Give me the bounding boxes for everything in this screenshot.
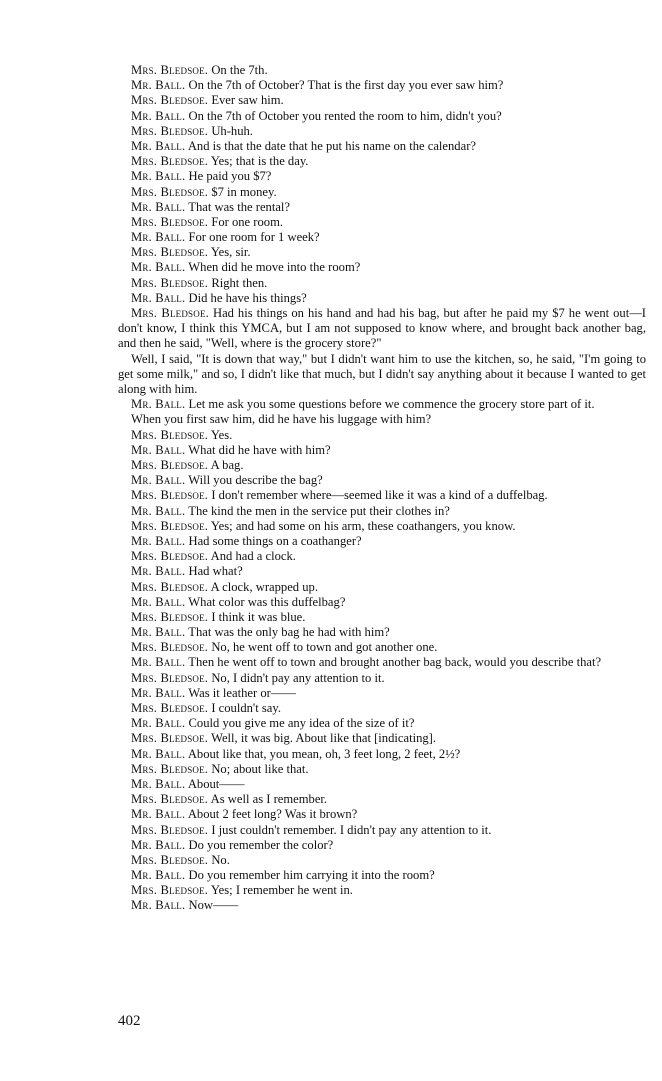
utterance: For one room for 1 week? <box>188 230 320 245</box>
utterance: Then he went off to town and brought another bag back, would you describe that? <box>188 655 602 670</box>
speaker: Mrs. Bledsoe. <box>131 731 209 746</box>
page-number: 402 <box>118 1013 141 1029</box>
testimony-line <box>118 109 646 124</box>
testimony-line <box>118 701 646 716</box>
speaker: Mrs. Bledsoe. <box>131 609 209 624</box>
testimony-line <box>118 78 646 93</box>
utterance: Well, it was big. About like that [indicating]. <box>211 731 437 746</box>
speaker: Mrs. Bledsoe. <box>131 549 209 564</box>
speaker: Mr. Ball. <box>131 442 186 457</box>
speaker: Mrs. Bledsoe. <box>131 63 209 77</box>
testimony-line <box>118 807 646 822</box>
utterance: When did he move into the room? <box>188 260 361 275</box>
speaker: Mr. Ball. <box>131 533 186 548</box>
utterance: Had some things on a coathanger? <box>188 533 362 548</box>
testimony-line <box>118 792 646 807</box>
testimony-line <box>118 610 646 625</box>
utterance: Well, I said, "It is down that way," but I didn't want him to use the kitchen, so, he said, "I'm going to get some milk," and so, I didn't like that much, but I didn't say anything about it because I wanted to get along with him. <box>118 351 646 397</box>
speaker: Mr. Ball. <box>131 837 186 852</box>
utterance: Will you describe the bag? <box>188 473 323 488</box>
testimony-line <box>118 291 646 306</box>
speaker: Mrs. Bledsoe. <box>131 123 209 138</box>
utterance: Yes; I remember he went in. <box>210 883 353 898</box>
speaker: Mr. Ball. <box>131 503 186 518</box>
utterance: What did he have with him? <box>188 442 331 457</box>
testimony-block-2 <box>118 428 646 489</box>
utterance: I couldn't say. <box>211 701 281 716</box>
speaker: Mr. Ball. <box>131 260 186 275</box>
testimony-line <box>118 595 646 610</box>
speaker: Mr. Ball. <box>131 898 186 913</box>
speaker: Mrs. Bledsoe. <box>131 852 209 867</box>
testimony-line <box>118 443 646 458</box>
utterance: Right then. <box>211 275 268 290</box>
testimony-line <box>118 428 646 443</box>
testimony-line <box>118 93 646 108</box>
testimony-line <box>118 731 646 746</box>
speaker: Mrs. Bledsoe. <box>131 579 209 594</box>
testimony-line <box>118 716 646 731</box>
testimony-line <box>118 245 646 260</box>
speaker: Mr. Ball. <box>131 397 186 412</box>
speaker: Mr. Ball. <box>131 230 186 245</box>
speaker: Mr. Ball. <box>131 716 186 731</box>
utterance: I just couldn't remember. I didn't pay any attention to it. <box>211 822 492 837</box>
utterance: Yes; and had some on his arm, these coathangers, you know. <box>210 518 516 533</box>
utterance: When you first saw him, did he have his luggage with him? <box>131 412 432 427</box>
speaker: Mrs. Bledsoe. <box>131 701 209 716</box>
testimony-line <box>118 549 646 564</box>
speaker: Mr. Ball. <box>131 746 186 761</box>
utterance: I think it was blue. <box>211 609 306 624</box>
utterance: That was the only bag he had with him? <box>188 625 390 640</box>
speaker: Mr. Ball. <box>131 290 186 305</box>
speaker: Mrs. Bledsoe. <box>131 488 209 503</box>
speaker: Mrs. Bledsoe. <box>131 245 209 260</box>
speaker: Mr. Ball. <box>131 473 186 488</box>
testimony-line <box>118 504 646 519</box>
utterance: Uh-huh. <box>211 123 253 138</box>
testimony-line <box>118 473 646 488</box>
speaker: Mrs. Bledsoe. <box>131 275 209 290</box>
utterance: What color was this duffelbag? <box>188 594 346 609</box>
testimony-line <box>118 276 646 291</box>
utterance: The kind the men in the service put their clothes in? <box>188 503 450 518</box>
testimony-line <box>118 671 646 686</box>
speaker: Mrs. Bledsoe. <box>131 670 209 685</box>
utterance: For one room. <box>211 214 284 229</box>
testimony-block-3 <box>118 504 646 656</box>
utterance: On the 7th of October? That is the first day you ever saw him? <box>188 78 504 93</box>
utterance: No. <box>211 852 230 867</box>
speaker: Mrs. Bledsoe. <box>131 154 209 169</box>
utterance: About—— <box>187 776 245 791</box>
utterance: Was it leather or—— <box>188 685 297 700</box>
utterance: Now—— <box>188 898 239 913</box>
speaker: Mrs. Bledsoe. <box>131 792 209 807</box>
testimony-line <box>118 124 646 139</box>
utterance: A clock, wrapped up. <box>210 579 318 594</box>
speaker: Mr. Ball. <box>131 138 186 153</box>
testimony-line <box>118 762 646 777</box>
testimony-line <box>118 868 646 883</box>
testimony-block-1 <box>118 63 646 306</box>
testimony-line <box>118 823 646 838</box>
utterance: About like that, you mean, oh, 3 feet long, 2 feet, 2½? <box>187 746 461 761</box>
speaker: Mrs. Bledsoe. <box>131 883 209 898</box>
testimony-line <box>118 898 646 913</box>
testimony-line <box>118 260 646 275</box>
speaker: Mrs. Bledsoe. <box>131 427 209 442</box>
utterance: Let me ask you some questions before we commence the grocery store part of it. <box>188 397 595 412</box>
testimony-line <box>118 519 646 534</box>
utterance: He paid you $7? <box>188 169 272 184</box>
utterance: Did he have his things? <box>188 290 307 305</box>
utterance: No; about like that. <box>211 761 309 776</box>
speaker: Mrs. Bledsoe. <box>131 306 209 320</box>
speaker: Mr. Ball. <box>131 199 186 214</box>
utterance: That was the rental? <box>188 199 291 214</box>
utterance: Do you remember him carrying it into the room? <box>188 868 435 883</box>
utterance: Had his things on his hand and had his bag, but after he paid my $7 he went out—I don't know, I think this YMCA, but I am not supposed to know where, and brought back another bag, and then he said, "Well, where is the grocery store?" <box>118 306 646 351</box>
speaker: Mrs. Bledsoe. <box>131 184 209 199</box>
speaker: Mr. Ball. <box>131 685 186 700</box>
utterance: $7 in money. <box>211 184 277 199</box>
testimony-line <box>118 63 646 78</box>
testimony-line <box>118 534 646 549</box>
speaker: Mr. Ball. <box>131 625 186 640</box>
testimony-line <box>118 230 646 245</box>
testimony-line <box>118 777 646 792</box>
testimony-line <box>118 853 646 868</box>
utterance: Yes. <box>210 427 233 442</box>
testimony-line <box>118 580 646 595</box>
utterance: On the 7th. <box>211 63 268 77</box>
speaker: Mrs. Bledsoe. <box>131 640 209 655</box>
speaker: Mr. Ball. <box>131 594 186 609</box>
speaker: Mrs. Bledsoe. <box>131 761 209 776</box>
testimony-line <box>118 200 646 215</box>
utterance: No, I didn't pay any attention to it. <box>211 670 385 685</box>
utterance: Had what? <box>188 564 243 579</box>
utterance: And had a clock. <box>210 549 296 564</box>
utterance: About 2 feet long? Was it brown? <box>187 807 358 822</box>
speaker: Mr. Ball. <box>131 655 186 670</box>
speaker: Mrs. Bledsoe. <box>131 518 209 533</box>
testimony-line <box>118 640 646 655</box>
testimony-paragraph <box>118 352 646 398</box>
testimony-line <box>118 838 646 853</box>
speaker: Mr. Ball. <box>131 807 186 822</box>
utterance: I don't remember where—seemed like it was a kind of a duffelbag. <box>211 488 548 503</box>
speaker: Mr. Ball. <box>131 776 186 791</box>
speaker: Mrs. Bledsoe. <box>131 822 209 837</box>
testimony-line <box>118 747 646 762</box>
speaker: Mrs. Bledsoe. <box>131 457 209 472</box>
speaker: Mrs. Bledsoe. <box>131 214 209 229</box>
speaker: Mr. Ball. <box>131 868 186 883</box>
testimony-paragraph <box>118 397 646 412</box>
testimony-paragraph <box>118 306 646 352</box>
utterance: A bag. <box>210 457 244 472</box>
testimony-line <box>118 139 646 154</box>
testimony-line <box>118 686 646 701</box>
testimony-block-4 <box>118 671 646 914</box>
utterance: Could you give me any idea of the size of it? <box>188 716 415 731</box>
utterance: As well as I remember. <box>210 792 328 807</box>
utterance: And is that the date that he put his name on the calendar? <box>187 138 476 153</box>
utterance: Yes; that is the day. <box>210 154 309 169</box>
testimony-line <box>118 412 646 427</box>
speaker: Mr. Ball. <box>131 78 186 93</box>
testimony-line <box>118 564 646 579</box>
speaker: Mr. Ball. <box>131 169 186 184</box>
testimony-line <box>118 625 646 640</box>
transcript-page <box>118 63 646 914</box>
testimony-paragraph <box>118 655 646 670</box>
speaker: Mr. Ball. <box>131 108 186 123</box>
testimony-paragraph <box>118 488 646 503</box>
utterance: Yes, sir. <box>210 245 251 260</box>
testimony-line <box>118 154 646 169</box>
utterance: Ever saw him. <box>211 93 284 108</box>
testimony-line <box>118 169 646 184</box>
testimony-line <box>118 458 646 473</box>
speaker: Mr. Ball. <box>131 564 186 579</box>
utterance: On the 7th of October you rented the room to him, didn't you? <box>188 108 502 123</box>
utterance: No, he went off to town and got another one. <box>211 640 438 655</box>
speaker: Mrs. Bledsoe. <box>131 93 209 108</box>
testimony-line <box>118 185 646 200</box>
utterance: Do you remember the color? <box>188 837 334 852</box>
testimony-line <box>118 215 646 230</box>
testimony-line <box>118 883 646 898</box>
